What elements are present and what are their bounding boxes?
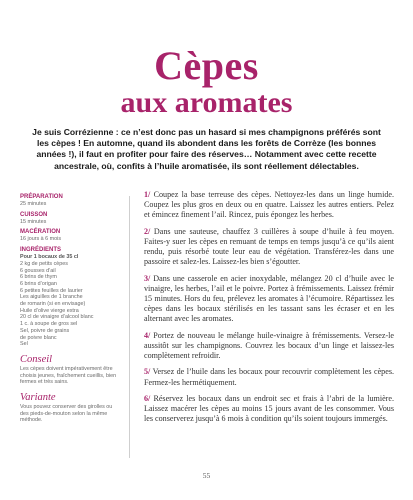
conseil-text: Les cèpes doivent impérativement être choisis jeunes, fraîchement cueillis, bien fermes et très sains.: [20, 365, 117, 386]
step-text: Portez de nouveau le mélange huile-vinaigre à frémissements. Versez-le aussitôt sur les champignons. Couvrez les bocaux d’un linge et laissez-les complètement refroidir.: [144, 330, 394, 360]
prep-value: 25 minutes: [20, 201, 47, 207]
step-item: [144, 227, 394, 267]
ingredient-item: 20 cl de vinaigre d’alcool blanc: [20, 314, 94, 321]
variante-text: Vous pouvez conserver des girolles ou des pieds-de-mouton selon la même méthode.: [20, 404, 113, 424]
ingredient-item: 2 kg de petits cèpes: [20, 260, 68, 267]
step-text: Dans une sauteuse, chauffez 3 cuillères à soupe d’huile à feu moyen. Faites-y suer les cèpes en remuant de temps en temps jusqu’à ce qu’ils aient rendu, puis résorbé toute leur eau de végétation. Transférez-les dans une passoire et salez-les. Laissez-les bien s’égoutter.: [144, 226, 394, 267]
prep-label: PRÉPARATION: [20, 194, 63, 200]
steps-list: [144, 190, 394, 431]
ingredient-item: Sel, poivre de grains: [20, 327, 70, 334]
step-number: 2/: [144, 226, 151, 236]
ingredient-item: Les aiguilles de 1 branche: [20, 294, 83, 301]
ingredient-item: 6 gousses d’ail: [20, 267, 56, 274]
step-text: Coupez la base terreuse des cèpes. Nettoyez-les dans un linge humide. Coupez les plus gros en deux ou en quatre. Laissez les autres entiers. Pelez et émincez finement l’ail. Rincez, puis épongez les herbes.: [144, 190, 394, 220]
ingredient-item: 1 c. à soupe de gros sel: [20, 321, 78, 328]
step-number: 5/: [144, 367, 151, 377]
cook-value: 15 minutes: [20, 218, 47, 225]
step-text: Dans une casserole en acier inoxydable, mélangez 20 cl d’huile avec le vinaigre, les herbes, l’ail et le poivre. Portez à frémissements. Laissez frémir 15 minutes. Hors du feu, prélevez les aromates à l’écumoire. Répartissez les cèpes dans les bocaux stérilisés en les tassant sans les écraser et en les alternant avec les aromates.: [144, 273, 395, 324]
sidebar: [20, 194, 120, 424]
ingredient-item: 6 petites feuilles de laurier: [20, 287, 83, 294]
step-text: Réservez les bocaux dans un endroit sec et frais à l’abri de la lumière. Laissez macérer les cèpes au moins 15 jours avant de les consommer. Vous les conserverez jusqu’à 6 mois à condition qu’ils soient toujours immergés.: [144, 394, 394, 424]
variante-label: Variante: [20, 392, 56, 404]
marinade-value: 16 jours à 6 mois: [20, 236, 62, 243]
ingredient-item: de poivre blanc: [20, 334, 57, 341]
step-number: 4/: [144, 330, 151, 340]
cook-label: CUISSON: [20, 211, 48, 218]
ingredient-item: 6 brins d’origan: [20, 280, 57, 287]
ingredients-label: INGRÉDIENTS: [20, 247, 62, 254]
ingredient-item: 6 brins de thym: [20, 274, 57, 281]
ingredient-item: Huile d’olive vierge extra: [20, 307, 79, 314]
step-text: Versez de l’huile dans les bocaux pour recouvrir complètement les cèpes. Fermez-les hermétiquement.: [144, 367, 394, 387]
marinade-label: MACÉRATION: [20, 229, 61, 236]
step-number: 3/: [144, 273, 151, 283]
step-item: [144, 367, 394, 387]
step-number: 1/: [144, 190, 151, 199]
column-divider: [129, 196, 130, 458]
step-item: [144, 394, 394, 424]
step-item: [144, 331, 394, 361]
recipe-subtitle: aux aromates: [120, 86, 293, 119]
recipe-title: Cèpes: [154, 43, 259, 88]
ingredient-item: de romarin (si en envisage): [20, 301, 86, 308]
intro-paragraph: Je suis Corrézienne : ce n’est donc pas un hasard si mes champignons préférés sont les cèpes ! En automne, quand ils abondent dans les forêts de Corrèze (les bonnes années !), il faut en profiter pour faire des réserves… Notamment avec cette recette ancestrale, où, confits à l’huile aromatisée, ils sont réellement délectables.: [32, 127, 381, 171]
ingredients-subtitle: Pour 1 bocaux de 35 cl: [20, 254, 79, 261]
page-number: 55: [202, 471, 211, 480]
conseil-label: Conseil: [20, 353, 53, 365]
step-number: 6/: [144, 394, 151, 404]
ingredient-item: Sel: [20, 341, 28, 348]
step-item: [144, 274, 394, 324]
step-item: [144, 190, 394, 220]
